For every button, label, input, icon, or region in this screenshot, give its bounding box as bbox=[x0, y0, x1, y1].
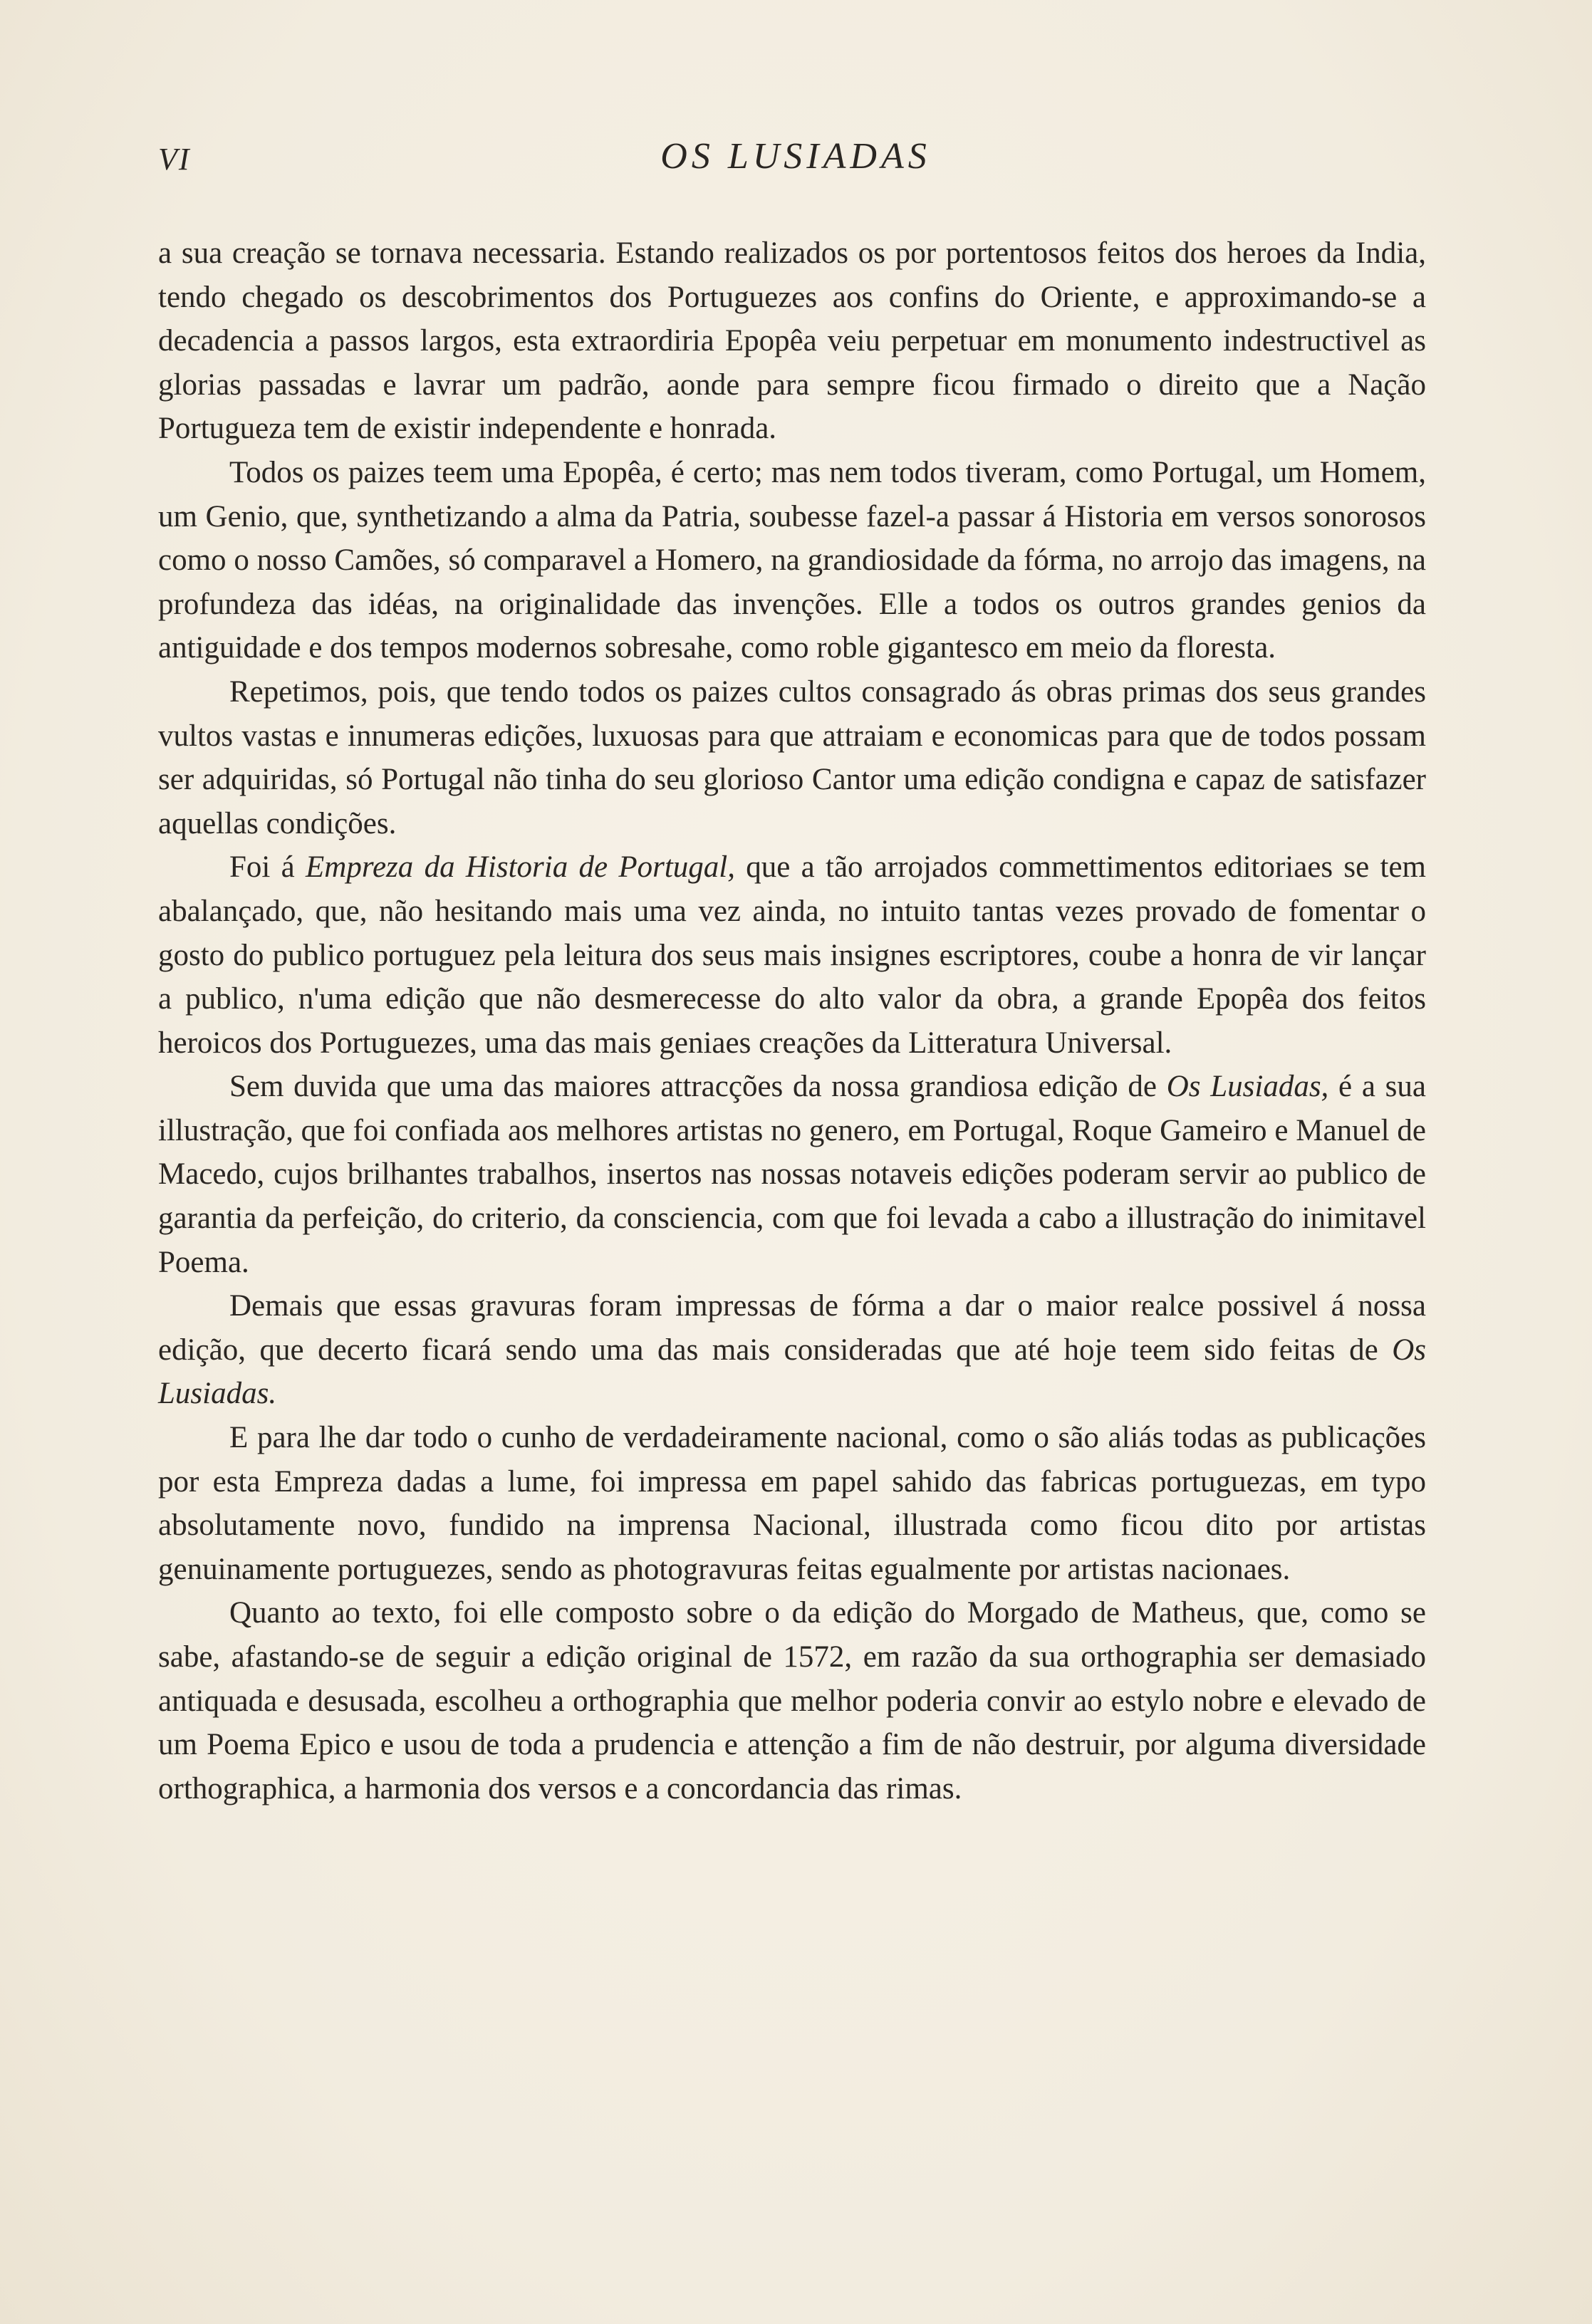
body-text bbox=[158, 231, 1426, 1810]
page-number: VI bbox=[158, 142, 191, 177]
paragraph-5 bbox=[158, 1065, 1426, 1284]
paragraph-6-italic: Os Lusiadas. bbox=[158, 1333, 1426, 1411]
paragraph-7: E para lhe dar todo o cunho de verdadeiramente nacional, como o são aliás todas as publicações por esta Empreza dadas a lume, foi impressa em papel sahido das fabricas portuguezas, em typo absolutamente novo, fundido na imprensa Nacional, illustrada como ficou dito por artistas genuinamente portuguezes, sendo as photogravuras feitas egualmente por artistas nacionaes. bbox=[158, 1421, 1426, 1586]
running-title: OS LUSIADAS bbox=[660, 136, 931, 177]
paragraph-6 bbox=[158, 1284, 1426, 1416]
paragraph-4-italic: Empreza da Historia de Portugal, bbox=[306, 850, 735, 885]
paragraph-5-lead: Sem duvida que uma das maiores attracções da nossa grandiosa edição de bbox=[229, 1070, 1167, 1104]
paragraph-2: Todos os paizes teem uma Epopêa, é certo; mas nem todos tiveram, como Portugal, um Homem, um Genio, que, synthetizando a alma da Patria, soubesse fazel-a passar á Historia em versos sonorosos como o nosso Camões, só comparavel a Homero, na grandiosidade da fórma, no arrojo das imagens, na profundeza das idéas, na originalidade das invenções. Elle a todos os outros grandes genios da antiguidade e dos tempos modernos sobresahe, como roble gigantesco em meio da floresta. bbox=[158, 455, 1426, 665]
paragraph-4-rest: que a tão arrojados commettimentos editoriaes se tem abalançado, que, não hesitando mais uma vez ainda, no intuito tantas vezes provado de fomentar o gosto do publico portuguez pela leitura dos seus mais insignes escriptores, coube a honra de vir lançar a publico, n'uma edição que não desmerecesse do alto valor da obra, a grande Epopêa dos feitos heroicos dos Portuguezes, uma das mais geniaes creações da Litteratura Universal. bbox=[158, 850, 1426, 1060]
paragraph-5-italic: Os Lusiadas, bbox=[1166, 1070, 1329, 1104]
paragraph-4-lead: Foi á bbox=[229, 850, 306, 885]
running-head bbox=[158, 135, 1433, 192]
paragraph-1: a sua creação se tornava necessaria. Estando realizados os por portentosos feitos dos heroes da India, tendo chegado os descobrimentos dos Portuguezes aos confins do Oriente, e approximando-se a decadencia a passos largos, esta extraordiria Epopêa veiu perpetuar em monumento indestructivel as glorias passadas e lavrar um padrão, aonde para sempre ficou firmado o direito que a Nação Portugueza tem de existir independente e honrada. bbox=[158, 236, 1426, 446]
paragraph-8: Quanto ao texto, foi elle composto sobre o da edição do Morgado de Matheus, que, como se sabe, afastando-se de seguir a edição original de 1572, em razão da sua orthographia ser demasiado antiquada e desusada, escolheu a orthographia que melhor poderia convir ao estylo nobre e elevado de um Poema Epico e usou de toda a prudencia e attenção a fim de não destruir, por alguma diversidade orthographica, a harmonia dos versos e a concordancia das rimas. bbox=[158, 1596, 1426, 1805]
paragraph-5-rest: é a sua illustração, que foi confiada aos melhores artistas no genero, em Portugal, Roque Gameiro e Manuel de Macedo, cujos brilhantes trabalhos, insertos nas nossas notaveis edições poderam servir ao publico de garantia da perfeição, do criterio, da consciencia, com que foi levada a cabo a illustração do inimitavel Poema. bbox=[158, 1070, 1426, 1279]
paragraph-6-lead: Demais que essas gravuras foram impressas de fórma a dar o maior realce possivel á nossa edição, que decerto ficará sendo uma das mais consideradas que até hoje teem sido feitas de bbox=[158, 1289, 1426, 1367]
paragraph-3: Repetimos, pois, que tendo todos os paizes cultos consagrado ás obras primas dos seus grandes vultos vastas e innumeras edições, luxuosas para que attraiam e economicas para que de todos possam ser adquiridas, só Portugal não tinha do seu glorioso Cantor uma edição condigna e capaz de satisfazer aquellas condições. bbox=[158, 674, 1426, 840]
paragraph-4 bbox=[158, 845, 1426, 1065]
